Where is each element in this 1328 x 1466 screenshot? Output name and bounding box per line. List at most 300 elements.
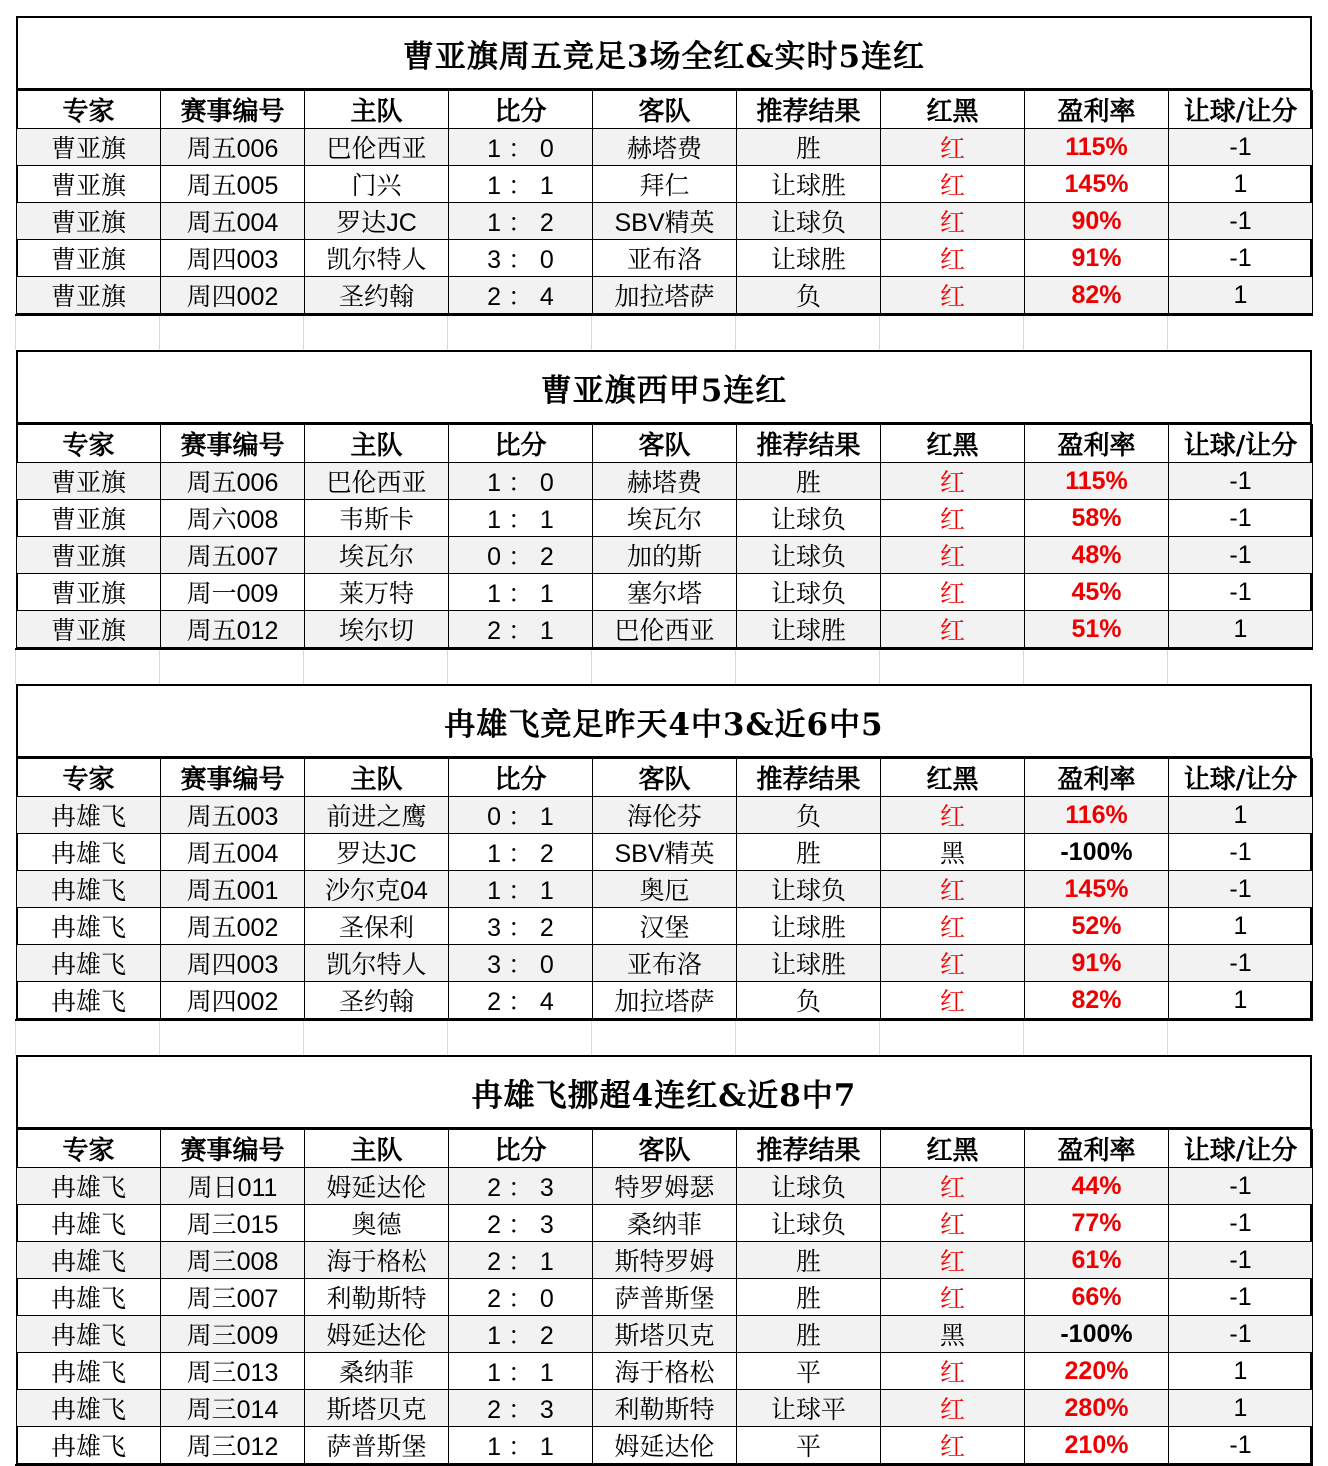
score-cell: 1 ： 2: [449, 834, 593, 871]
pick-result-cell: 胜: [737, 1279, 881, 1316]
grid-cell: [447, 650, 591, 684]
profit-rate-cell: 210%: [1025, 1427, 1169, 1464]
away-team-cell: SBV精英: [593, 834, 737, 871]
hit-status-cell: 红: [881, 203, 1025, 240]
score-cell: 2 ： 4: [449, 982, 593, 1019]
home-team-cell: 圣约翰: [305, 982, 449, 1019]
match-id-cell: 周三007: [161, 1279, 305, 1316]
table-row: [17, 500, 1313, 537]
expert-cell: 曹亚旗: [17, 203, 161, 240]
expert-cell: 曹亚旗: [17, 537, 161, 574]
home-team-cell: 莱万特: [305, 574, 449, 611]
handicap-cell: -1: [1169, 834, 1313, 871]
column-header: 盈利率: [1025, 425, 1169, 463]
expert-cell: 冉雄飞: [17, 908, 161, 945]
profit-rate-cell: 91%: [1025, 240, 1169, 277]
pick-result-cell: 平: [737, 1427, 881, 1464]
score-cell: 1 ： 1: [449, 1353, 593, 1390]
match-id-cell: 周三015: [161, 1205, 305, 1242]
handicap-cell: -1: [1169, 1427, 1313, 1464]
expert-cell: 冉雄飞: [17, 1316, 161, 1353]
pick-result-cell: 负: [737, 797, 881, 834]
table-row: [17, 463, 1313, 500]
match-id-cell: 周五004: [161, 834, 305, 871]
handicap-cell: -1: [1169, 203, 1313, 240]
expert-cell: 冉雄飞: [17, 982, 161, 1019]
results-table: [16, 1129, 1313, 1464]
expert-cell: 冉雄飞: [17, 1242, 161, 1279]
hit-status-cell: 红: [881, 1427, 1025, 1464]
grid-cell: [591, 316, 735, 350]
home-team-cell: 罗达JC: [305, 834, 449, 871]
table-row: [17, 277, 1313, 314]
hit-status-cell: 红: [881, 129, 1025, 166]
match-id-cell: 周四003: [161, 945, 305, 982]
profit-rate-cell: 115%: [1025, 129, 1169, 166]
score-cell: 1 ： 0: [449, 129, 593, 166]
handicap-cell: -1: [1169, 129, 1313, 166]
home-team-cell: 姆延达伦: [305, 1168, 449, 1205]
score-cell: 3 ： 0: [449, 240, 593, 277]
table-row: [17, 203, 1313, 240]
score-cell: 2 ： 3: [449, 1390, 593, 1427]
grid-cell: [879, 316, 1023, 350]
home-team-cell: 桑纳菲: [305, 1353, 449, 1390]
hit-status-cell: 红: [881, 463, 1025, 500]
grid-cell: [15, 650, 159, 684]
profit-rate-cell: 82%: [1025, 982, 1169, 1019]
home-team-cell: 巴伦西亚: [305, 129, 449, 166]
hit-status-cell: 红: [881, 982, 1025, 1019]
grid-cell: [591, 1021, 735, 1055]
profit-rate-cell: 145%: [1025, 871, 1169, 908]
away-team-cell: 亚布洛: [593, 240, 737, 277]
grid-cell: [447, 1021, 591, 1055]
header-row: [17, 759, 1313, 797]
grid-cell: [1167, 316, 1311, 350]
grid-cell: [159, 316, 303, 350]
column-header: 盈利率: [1025, 1130, 1169, 1168]
home-team-cell: 前进之鹰: [305, 797, 449, 834]
profit-rate-cell: 61%: [1025, 1242, 1169, 1279]
pick-result-cell: 让球胜: [737, 611, 881, 648]
results-table: [16, 424, 1313, 648]
grid-cell: [447, 316, 591, 350]
table-row: [17, 945, 1313, 982]
profit-rate-cell: 66%: [1025, 1279, 1169, 1316]
score-cell: 2 ： 4: [449, 277, 593, 314]
home-team-cell: 巴伦西亚: [305, 463, 449, 500]
column-header: 专家: [17, 91, 161, 129]
table-row: [17, 1353, 1313, 1390]
hit-status-cell: 红: [881, 871, 1025, 908]
column-header: 专家: [17, 1130, 161, 1168]
column-header: 红黑: [881, 759, 1025, 797]
column-header: 比分: [449, 425, 593, 463]
grid-cell: [1023, 1021, 1167, 1055]
away-team-cell: 海伦芬: [593, 797, 737, 834]
match-id-cell: 周四002: [161, 982, 305, 1019]
table-row: [17, 1316, 1313, 1353]
match-id-cell: 周三012: [161, 1427, 305, 1464]
results-table: [16, 758, 1313, 1019]
table-row: [17, 166, 1313, 203]
spacer-row: [15, 314, 1313, 350]
home-team-cell: 斯塔贝克: [305, 1390, 449, 1427]
table-title: 曹亚旗周五竞足3场全红&实时5连红: [18, 18, 1310, 90]
grid-cell: [879, 1021, 1023, 1055]
match-id-cell: 周三008: [161, 1242, 305, 1279]
column-header: 赛事编号: [161, 759, 305, 797]
home-team-cell: 门兴: [305, 166, 449, 203]
away-team-cell: 萨普斯堡: [593, 1279, 737, 1316]
score-cell: 1 ： 2: [449, 1316, 593, 1353]
results-sheet: [16, 16, 1312, 1466]
table-row: [17, 574, 1313, 611]
away-team-cell: SBV精英: [593, 203, 737, 240]
hit-status-cell: 红: [881, 574, 1025, 611]
match-id-cell: 周五006: [161, 463, 305, 500]
pick-result-cell: 负: [737, 277, 881, 314]
score-cell: 2 ： 0: [449, 1279, 593, 1316]
expert-cell: 冉雄飞: [17, 1353, 161, 1390]
column-header: 让球/让分: [1169, 759, 1313, 797]
column-header: 客队: [593, 91, 737, 129]
profit-rate-cell: 145%: [1025, 166, 1169, 203]
pick-result-cell: 负: [737, 982, 881, 1019]
table-row: [17, 1205, 1313, 1242]
results-table-block: [16, 684, 1312, 1019]
column-header: 红黑: [881, 91, 1025, 129]
grid-cell: [1023, 650, 1167, 684]
match-id-cell: 周日011: [161, 1168, 305, 1205]
column-header: 客队: [593, 1130, 737, 1168]
pick-result-cell: 让球负: [737, 1205, 881, 1242]
column-header: 赛事编号: [161, 425, 305, 463]
pick-result-cell: 胜: [737, 834, 881, 871]
away-team-cell: 加拉塔萨: [593, 982, 737, 1019]
pick-result-cell: 让球负: [737, 1168, 881, 1205]
column-header: 赛事编号: [161, 91, 305, 129]
away-team-cell: 亚布洛: [593, 945, 737, 982]
match-id-cell: 周三009: [161, 1316, 305, 1353]
column-header: 推荐结果: [737, 91, 881, 129]
score-cell: 2 ： 1: [449, 1242, 593, 1279]
score-cell: 3 ： 0: [449, 945, 593, 982]
match-id-cell: 周五007: [161, 537, 305, 574]
pick-result-cell: 平: [737, 1353, 881, 1390]
handicap-cell: 1: [1169, 277, 1313, 314]
home-team-cell: 圣约翰: [305, 277, 449, 314]
column-header: 推荐结果: [737, 425, 881, 463]
hit-status-cell: 红: [881, 1205, 1025, 1242]
grid-cell: [735, 650, 879, 684]
grid-cell: [15, 316, 159, 350]
grid-cell: [591, 650, 735, 684]
match-id-cell: 周五005: [161, 166, 305, 203]
table-row: [17, 1279, 1313, 1316]
handicap-cell: -1: [1169, 1205, 1313, 1242]
score-cell: 2 ： 3: [449, 1205, 593, 1242]
table-row: [17, 797, 1313, 834]
away-team-cell: 斯特罗姆: [593, 1242, 737, 1279]
header-row: [17, 1130, 1313, 1168]
away-team-cell: 拜仁: [593, 166, 737, 203]
pick-result-cell: 让球负: [737, 500, 881, 537]
score-cell: 1 ： 1: [449, 166, 593, 203]
away-team-cell: 赫塔费: [593, 129, 737, 166]
away-team-cell: 特罗姆瑟: [593, 1168, 737, 1205]
home-team-cell: 凯尔特人: [305, 240, 449, 277]
grid-cell: [735, 1021, 879, 1055]
pick-result-cell: 让球负: [737, 203, 881, 240]
hit-status-cell: 红: [881, 277, 1025, 314]
expert-cell: 曹亚旗: [17, 277, 161, 314]
hit-status-cell: 黑: [881, 834, 1025, 871]
expert-cell: 冉雄飞: [17, 1168, 161, 1205]
match-id-cell: 周一009: [161, 574, 305, 611]
hit-status-cell: 红: [881, 240, 1025, 277]
profit-rate-cell: 51%: [1025, 611, 1169, 648]
pick-result-cell: 让球胜: [737, 240, 881, 277]
profit-rate-cell: 90%: [1025, 203, 1169, 240]
table-title: 曹亚旗西甲5连红: [18, 352, 1310, 424]
score-cell: 1 ： 1: [449, 871, 593, 908]
expert-cell: 曹亚旗: [17, 240, 161, 277]
expert-cell: 冉雄飞: [17, 871, 161, 908]
table-title: 冉雄飞挪超4连红&近8中7: [18, 1057, 1310, 1129]
grid-cell: [1167, 1021, 1311, 1055]
column-header: 专家: [17, 759, 161, 797]
home-team-cell: 罗达JC: [305, 203, 449, 240]
grid-cell: [303, 316, 447, 350]
expert-cell: 曹亚旗: [17, 611, 161, 648]
score-cell: 1 ： 1: [449, 574, 593, 611]
handicap-cell: -1: [1169, 240, 1313, 277]
column-header: 让球/让分: [1169, 91, 1313, 129]
table-row: [17, 1427, 1313, 1464]
match-id-cell: 周五006: [161, 129, 305, 166]
hit-status-cell: 红: [881, 1390, 1025, 1427]
hit-status-cell: 红: [881, 537, 1025, 574]
column-header: 客队: [593, 759, 737, 797]
results-table-block: [16, 350, 1312, 648]
handicap-cell: 1: [1169, 797, 1313, 834]
match-id-cell: 周四002: [161, 277, 305, 314]
column-header: 让球/让分: [1169, 425, 1313, 463]
handicap-cell: -1: [1169, 463, 1313, 500]
column-header: 推荐结果: [737, 1130, 881, 1168]
pick-result-cell: 让球平: [737, 1390, 881, 1427]
hit-status-cell: 红: [881, 1168, 1025, 1205]
column-header: 赛事编号: [161, 1130, 305, 1168]
hit-status-cell: 红: [881, 945, 1025, 982]
away-team-cell: 加拉塔萨: [593, 277, 737, 314]
column-header: 盈利率: [1025, 91, 1169, 129]
expert-cell: 曹亚旗: [17, 574, 161, 611]
grid-cell: [1167, 650, 1311, 684]
handicap-cell: 1: [1169, 1390, 1313, 1427]
handicap-cell: -1: [1169, 871, 1313, 908]
handicap-cell: 1: [1169, 166, 1313, 203]
column-header: 主队: [305, 91, 449, 129]
column-header: 主队: [305, 425, 449, 463]
table-row: [17, 240, 1313, 277]
away-team-cell: 赫塔费: [593, 463, 737, 500]
table-title: 冉雄飞竞足昨天4中3&近6中5: [18, 686, 1310, 758]
hit-status-cell: 黑: [881, 1316, 1025, 1353]
score-cell: 2 ： 1: [449, 611, 593, 648]
home-team-cell: 沙尔克04: [305, 871, 449, 908]
home-team-cell: 埃尔切: [305, 611, 449, 648]
away-team-cell: 汉堡: [593, 908, 737, 945]
expert-cell: 冉雄飞: [17, 1427, 161, 1464]
hit-status-cell: 红: [881, 500, 1025, 537]
hit-status-cell: 红: [881, 908, 1025, 945]
profit-rate-cell: 280%: [1025, 1390, 1169, 1427]
away-team-cell: 埃瓦尔: [593, 500, 737, 537]
away-team-cell: 姆延达伦: [593, 1427, 737, 1464]
handicap-cell: -1: [1169, 1279, 1313, 1316]
results-table-block: [16, 1055, 1312, 1464]
hit-status-cell: 红: [881, 1353, 1025, 1390]
profit-rate-cell: 58%: [1025, 500, 1169, 537]
pick-result-cell: 胜: [737, 1242, 881, 1279]
expert-cell: 冉雄飞: [17, 945, 161, 982]
handicap-cell: -1: [1169, 945, 1313, 982]
pick-result-cell: 让球胜: [737, 945, 881, 982]
match-id-cell: 周五003: [161, 797, 305, 834]
table-row: [17, 1242, 1313, 1279]
expert-cell: 曹亚旗: [17, 463, 161, 500]
home-team-cell: 埃瓦尔: [305, 537, 449, 574]
home-team-cell: 萨普斯堡: [305, 1427, 449, 1464]
expert-cell: 冉雄飞: [17, 1279, 161, 1316]
table-row: [17, 611, 1313, 648]
match-id-cell: 周三013: [161, 1353, 305, 1390]
grid-cell: [15, 1021, 159, 1055]
home-team-cell: 姆延达伦: [305, 1316, 449, 1353]
match-id-cell: 周四003: [161, 240, 305, 277]
expert-cell: 冉雄飞: [17, 797, 161, 834]
column-header: 主队: [305, 1130, 449, 1168]
home-team-cell: 凯尔特人: [305, 945, 449, 982]
hit-status-cell: 红: [881, 166, 1025, 203]
home-team-cell: 利勒斯特: [305, 1279, 449, 1316]
profit-rate-cell: 220%: [1025, 1353, 1169, 1390]
handicap-cell: 1: [1169, 611, 1313, 648]
pick-result-cell: 胜: [737, 1316, 881, 1353]
grid-cell: [159, 1021, 303, 1055]
column-header: 红黑: [881, 1130, 1025, 1168]
grid-cell: [303, 650, 447, 684]
handicap-cell: 1: [1169, 1353, 1313, 1390]
table-row: [17, 908, 1313, 945]
column-header: 专家: [17, 425, 161, 463]
hit-status-cell: 红: [881, 797, 1025, 834]
table-row: [17, 1168, 1313, 1205]
table-row: [17, 537, 1313, 574]
home-team-cell: 奥德: [305, 1205, 449, 1242]
results-table: [16, 90, 1313, 314]
results-table-block: [16, 16, 1312, 314]
spacer-row: [15, 1019, 1313, 1055]
handicap-cell: -1: [1169, 537, 1313, 574]
handicap-cell: -1: [1169, 1168, 1313, 1205]
profit-rate-cell: 77%: [1025, 1205, 1169, 1242]
grid-cell: [303, 1021, 447, 1055]
profit-rate-cell: 44%: [1025, 1168, 1169, 1205]
score-cell: 1 ： 0: [449, 463, 593, 500]
handicap-cell: -1: [1169, 1316, 1313, 1353]
column-header: 推荐结果: [737, 759, 881, 797]
grid-cell: [735, 316, 879, 350]
pick-result-cell: 让球负: [737, 537, 881, 574]
column-header: 比分: [449, 759, 593, 797]
expert-cell: 冉雄飞: [17, 1205, 161, 1242]
expert-cell: 冉雄飞: [17, 1390, 161, 1427]
column-header: 红黑: [881, 425, 1025, 463]
away-team-cell: 巴伦西亚: [593, 611, 737, 648]
home-team-cell: 海于格松: [305, 1242, 449, 1279]
profit-rate-cell: 82%: [1025, 277, 1169, 314]
score-cell: 0 ： 2: [449, 537, 593, 574]
pick-result-cell: 胜: [737, 463, 881, 500]
match-id-cell: 周五012: [161, 611, 305, 648]
hit-status-cell: 红: [881, 1242, 1025, 1279]
header-row: [17, 91, 1313, 129]
score-cell: 3 ： 2: [449, 908, 593, 945]
profit-rate-cell: 45%: [1025, 574, 1169, 611]
away-team-cell: 海于格松: [593, 1353, 737, 1390]
table-row: [17, 1390, 1313, 1427]
expert-cell: 曹亚旗: [17, 129, 161, 166]
pick-result-cell: 让球胜: [737, 908, 881, 945]
pick-result-cell: 让球负: [737, 574, 881, 611]
header-row: [17, 425, 1313, 463]
grid-cell: [1023, 316, 1167, 350]
away-team-cell: 桑纳菲: [593, 1205, 737, 1242]
profit-rate-cell: -100%: [1025, 1316, 1169, 1353]
home-team-cell: 韦斯卡: [305, 500, 449, 537]
column-header: 盈利率: [1025, 759, 1169, 797]
handicap-cell: -1: [1169, 1242, 1313, 1279]
pick-result-cell: 胜: [737, 129, 881, 166]
score-cell: 1 ： 1: [449, 500, 593, 537]
table-row: [17, 871, 1313, 908]
away-team-cell: 加的斯: [593, 537, 737, 574]
column-header: 客队: [593, 425, 737, 463]
match-id-cell: 周五002: [161, 908, 305, 945]
profit-rate-cell: 116%: [1025, 797, 1169, 834]
pick-result-cell: 让球胜: [737, 166, 881, 203]
match-id-cell: 周六008: [161, 500, 305, 537]
profit-rate-cell: 48%: [1025, 537, 1169, 574]
grid-cell: [159, 650, 303, 684]
hit-status-cell: 红: [881, 611, 1025, 648]
column-header: 让球/让分: [1169, 1130, 1313, 1168]
profit-rate-cell: 52%: [1025, 908, 1169, 945]
handicap-cell: -1: [1169, 574, 1313, 611]
table-row: [17, 129, 1313, 166]
expert-cell: 冉雄飞: [17, 834, 161, 871]
column-header: 主队: [305, 759, 449, 797]
home-team-cell: 圣保利: [305, 908, 449, 945]
score-cell: 1 ： 1: [449, 1427, 593, 1464]
score-cell: 0 ： 1: [449, 797, 593, 834]
profit-rate-cell: 115%: [1025, 463, 1169, 500]
profit-rate-cell: -100%: [1025, 834, 1169, 871]
